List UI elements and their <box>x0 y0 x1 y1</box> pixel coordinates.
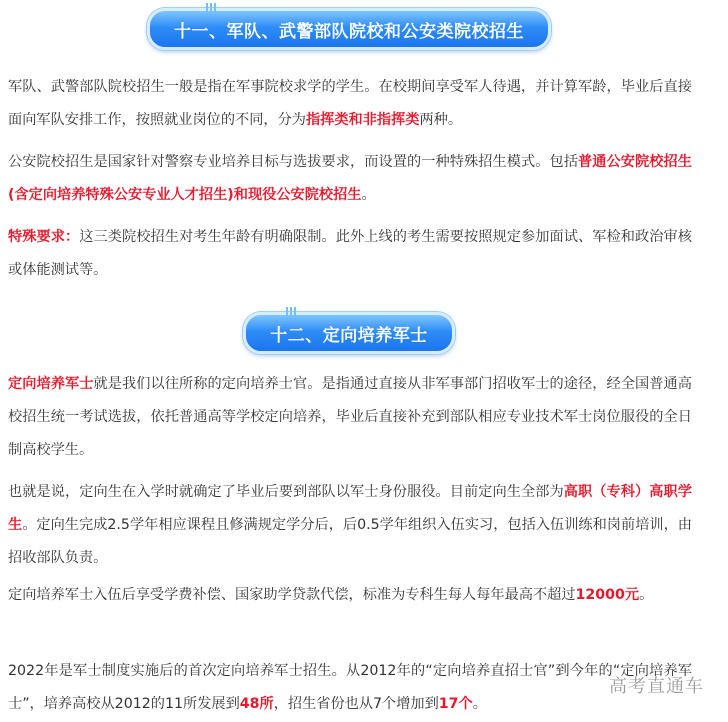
paragraph-directed-students: 也就是说，定向生在入学时就确定了毕业后要到部队以军士身份服役。目前定向生全部为高职（专科）高职学生。定向生完成2.5学年相应课程且修满规定学分后，后0.5学年组织入伍实习，包括入伍训练和岗前培训，由招收部队负责。 <box>8 484 692 566</box>
highlight-text: 定向培养军士 <box>8 376 94 392</box>
highlight-text: 48所 <box>239 696 274 712</box>
highlight-text: 特殊要求： <box>8 229 80 245</box>
highlight-text: 12000元 <box>575 587 640 603</box>
highlight-text: 普通公安院校招生(含定向培养特殊公安专业人才招生)和现役公安院校招生 <box>8 154 692 203</box>
watermark: 高考直通车 <box>609 676 704 697</box>
paragraph-military-academies: 军队、武警部队院校招生一般是指在军事院校求学的学生。在校期间享受军人待遇，并计算军龄，毕业后直接面向军队安排工作，按照就业岗位的不同，分为指挥类和非指挥类两种。 <box>8 79 692 128</box>
section-11-banner <box>147 8 551 50</box>
paragraph-police-academies: 公安院校招生是国家针对警察专业培养目标与选拔要求，而设置的一种特殊招生模式。包括普通公安院校招生(含定向培养特殊公安专业人才招生)和现役公安院校招生。 <box>8 154 692 203</box>
highlight-text: 指挥类和非指挥类 <box>305 112 420 128</box>
paragraph-directed-sergeant-definition: 定向培养军士就是我们以往所称的定向培养士官。是指通过直接从非军事部门招收军士的途径，经全国普通高校招生统一考试选拔，依托普通高等学校定向培养，毕业后直接补充到部队相应专业技术军士岗位服役的全日制高校学生。 <box>8 376 692 458</box>
paragraph-special-requirements: 特殊要求：这三类院校招生对考生年龄有明确限制。此外上线的考生需要按照规定参加面试、军检和政治审核或体能测试等。 <box>8 229 692 278</box>
banner-decoration <box>286 307 298 317</box>
section-12-title: 十二、定向培养军士 <box>270 325 428 346</box>
section-12-banner <box>243 312 455 354</box>
section-11-title: 十一、军队、武警部队院校和公安类院校招生 <box>174 21 524 42</box>
banner-decoration <box>206 3 218 13</box>
highlight-text: 高职（专科）高职学生 <box>8 484 692 533</box>
paragraph-tuition-compensation: 定向培养军士入伍后享受学费补偿、国家助学贷款代偿，标准为专科生每人每年最高不超过12000元。 <box>8 587 654 603</box>
highlight-text: 17个 <box>438 696 473 712</box>
paragraph-2022-enrollment: 2022年是军士制度实施后的首次定向培养军士招生。从2012年的“定向培养直招士官”到今年的“定向培养军士”，培养高校从2012的11所发展到48所，招生省份也从7个增加到17个。 <box>8 663 692 712</box>
